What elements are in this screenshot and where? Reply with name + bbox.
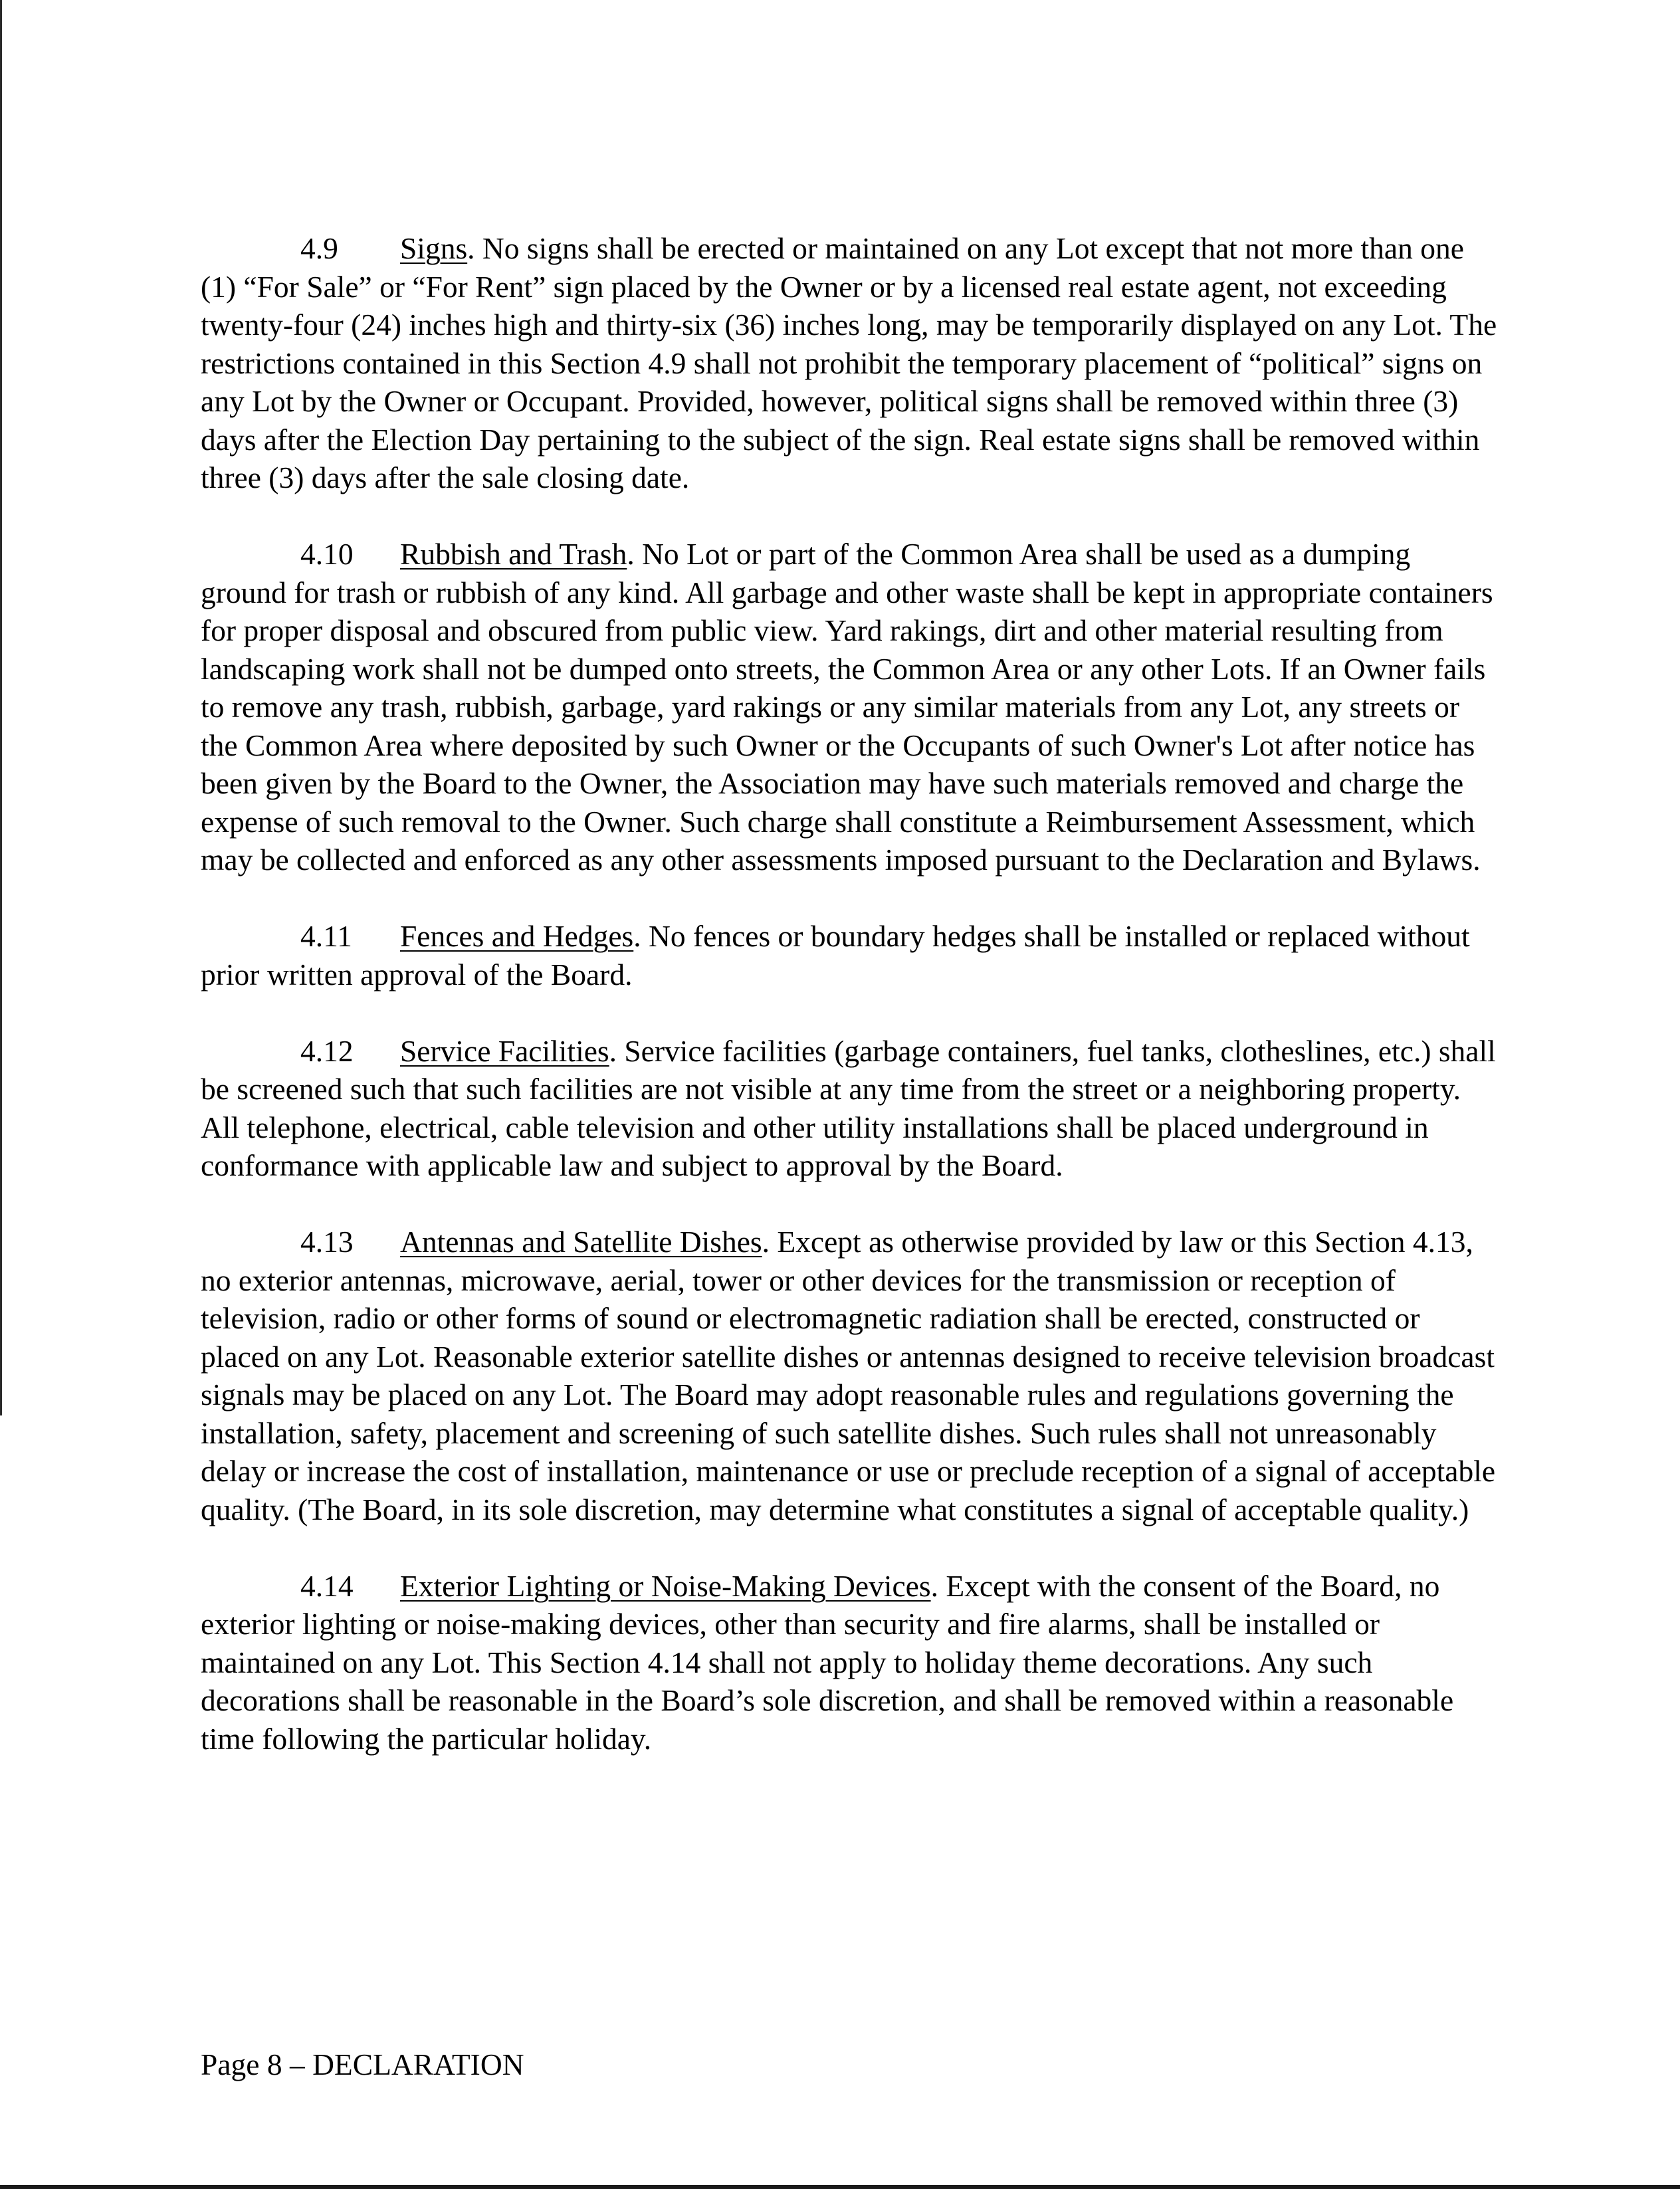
section-number: 4.11 [300, 919, 352, 953]
section-heading: Service Facilities [400, 1033, 609, 1068]
page-content [201, 229, 1503, 1796]
section-4-11 [201, 917, 1503, 993]
section-4-12 [201, 1032, 1503, 1185]
section-heading: Signs [400, 231, 468, 265]
page-footer: Page 8 – DECLARATION [201, 2047, 524, 2081]
scan-bottom-edge [0, 2185, 1680, 2189]
section-number: 4.9 [300, 231, 338, 265]
section-number: 4.13 [300, 1225, 354, 1259]
section-4-9 [201, 229, 1503, 497]
scan-left-edge [0, 0, 2, 1415]
section-heading: Fences and Hedges [400, 919, 634, 953]
section-heading: Antennas and Satellite Dishes [400, 1225, 762, 1259]
section-body: . No signs shall be erected or maintained on any Lot except that not more than one (1) “For Sale” or “For Rent” sign placed by the Owner or by a licensed real estate agent, not exceeding twenty-four (24) inches high and thirty-six (36) inches long, may be temporarily displayed on any Lot. The restrictions contained in this Section 4.9 shall not prohibit the temporary placement of “political” signs on any Lot by the Owner or Occupant. Provided, however, political signs shall be removed within three (3) days after the Election Day pertaining to the subject of the sign. Real estate signs shall be removed within three (3) days after the sale closing date. [201, 231, 1497, 494]
section-number: 4.12 [300, 1033, 354, 1068]
section-heading: Exterior Lighting or Noise-Making Devices [400, 1568, 931, 1603]
section-4-10 [201, 535, 1503, 879]
section-4-13 [201, 1223, 1503, 1528]
section-4-14 [201, 1567, 1503, 1758]
section-body: . Service facilities (garbage containers, fuel tanks, clotheslines, etc.) shall be screened such that such facilities are not visible at any time from the street or a neighboring property. All telephone, electrical, cable television and other utility installations shall be placed underground in conformance with applicable law and subject to approval by the Board. [201, 1033, 1496, 1182]
section-body: . Except with the consent of the Board, no exterior lighting or noise-making devices, other than security and fire alarms, shall be installed or maintained on any Lot. This Section 4.14 shall not apply to holiday theme decorations. Any such decorations shall be reasonable in the Board’s sole discretion, and shall be removed within a reasonable time following the particular holiday. [201, 1568, 1454, 1756]
section-number: 4.10 [300, 537, 354, 571]
section-heading: Rubbish and Trash [400, 537, 627, 571]
section-body: . No fences or boundary hedges shall be installed or replaced without prior written approval of the Board. [201, 919, 1470, 991]
section-body: . No Lot or part of the Common Area shall be used as a dumping ground for trash or rubbish of any kind. All garbage and other waste shall be kept in appropriate containers for proper disposal and obscured from public view. Yard rakings, dirt and other material resulting from landscaping work shall not be dumped onto streets, the Common Area or any other Lots. If an Owner fails to remove any trash, rubbish, garbage, yard rakings or any similar materials from any Lot, any streets or the Common Area where deposited by such Owner or the Occupants of such Owner's Lot after notice has been given by the Board to the Owner, the Association may have such materials removed and charge the expense of such removal to the Owner. Such charge shall constitute a Reimbursement Assessment, which may be collected and enforced as any other assessments imposed pursuant to the Declaration and Bylaws. [201, 537, 1493, 877]
section-number: 4.14 [300, 1568, 354, 1603]
section-body: . Except as otherwise provided by law or this Section 4.13, no exterior antennas, microwave, aerial, tower or other devices for the transmission or reception of television, radio or other forms of sound or electromagnetic radiation shall be erected, constructed or placed on any Lot. Reasonable exterior satellite dishes or antennas designed to receive television broadcast signals may be placed on any Lot. The Board may adopt reasonable rules and regulations governing the installation, safety, placement and screening of such satellite dishes. Such rules shall not unreasonably delay or increase the cost of installation, maintenance or use or preclude reception of a signal of acceptable quality. (The Board, in its sole discretion, may determine what constitutes a signal of acceptable quality.) [201, 1225, 1496, 1526]
